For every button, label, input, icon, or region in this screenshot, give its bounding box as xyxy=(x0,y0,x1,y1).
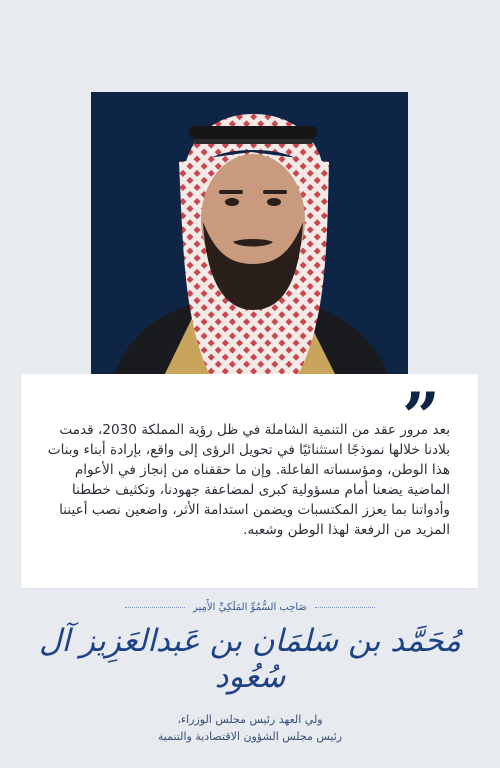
signature-name: مُحَمَّد بن سَلمَان بن عَبدالعَزِيز آل سُعُود xyxy=(38,623,461,695)
role-line-1: ولي العهد رئيس مجلس الوزراء، xyxy=(177,713,323,726)
divider xyxy=(125,607,185,608)
portrait-photo xyxy=(91,92,408,382)
role-line-2: رئيس مجلس الشؤون الاقتصادية والتنمية xyxy=(157,730,343,743)
divider xyxy=(315,607,375,608)
quote-mark-icon: ” xyxy=(402,378,440,456)
portrait-illustration xyxy=(91,92,408,382)
honorific-title: صَاحِب السُّمُوِّ المَلَكِيِّ الأَمِير xyxy=(193,602,307,613)
signature-title xyxy=(0,602,500,613)
signature-block xyxy=(0,602,500,745)
quote-card xyxy=(21,374,478,588)
quote-text: بعد مرور عقد من التنمية الشاملة في ظل رؤية المملكة 2030، قدمت بلادنا خلالها نموذجًا استثنائيًا في تحويل الرؤى إلى واقع، بإرادة أبناء وبنات هذا الوطن، ومؤسساته الفاعلة. وإن ما حققناه من إنجاز في الأعوام الماضية يضعنا أمام مسؤولية كبرى لمضاعفة جهودنا، وتكثيف خططنا وأدواتنا بما يعزز المكتسبات ويضمن استدامة الأثر، واضعين نصب أعيننا المزيد من الرفعة لهذا الوطن وشعبه. xyxy=(47,422,450,538)
signature-role xyxy=(0,711,500,745)
